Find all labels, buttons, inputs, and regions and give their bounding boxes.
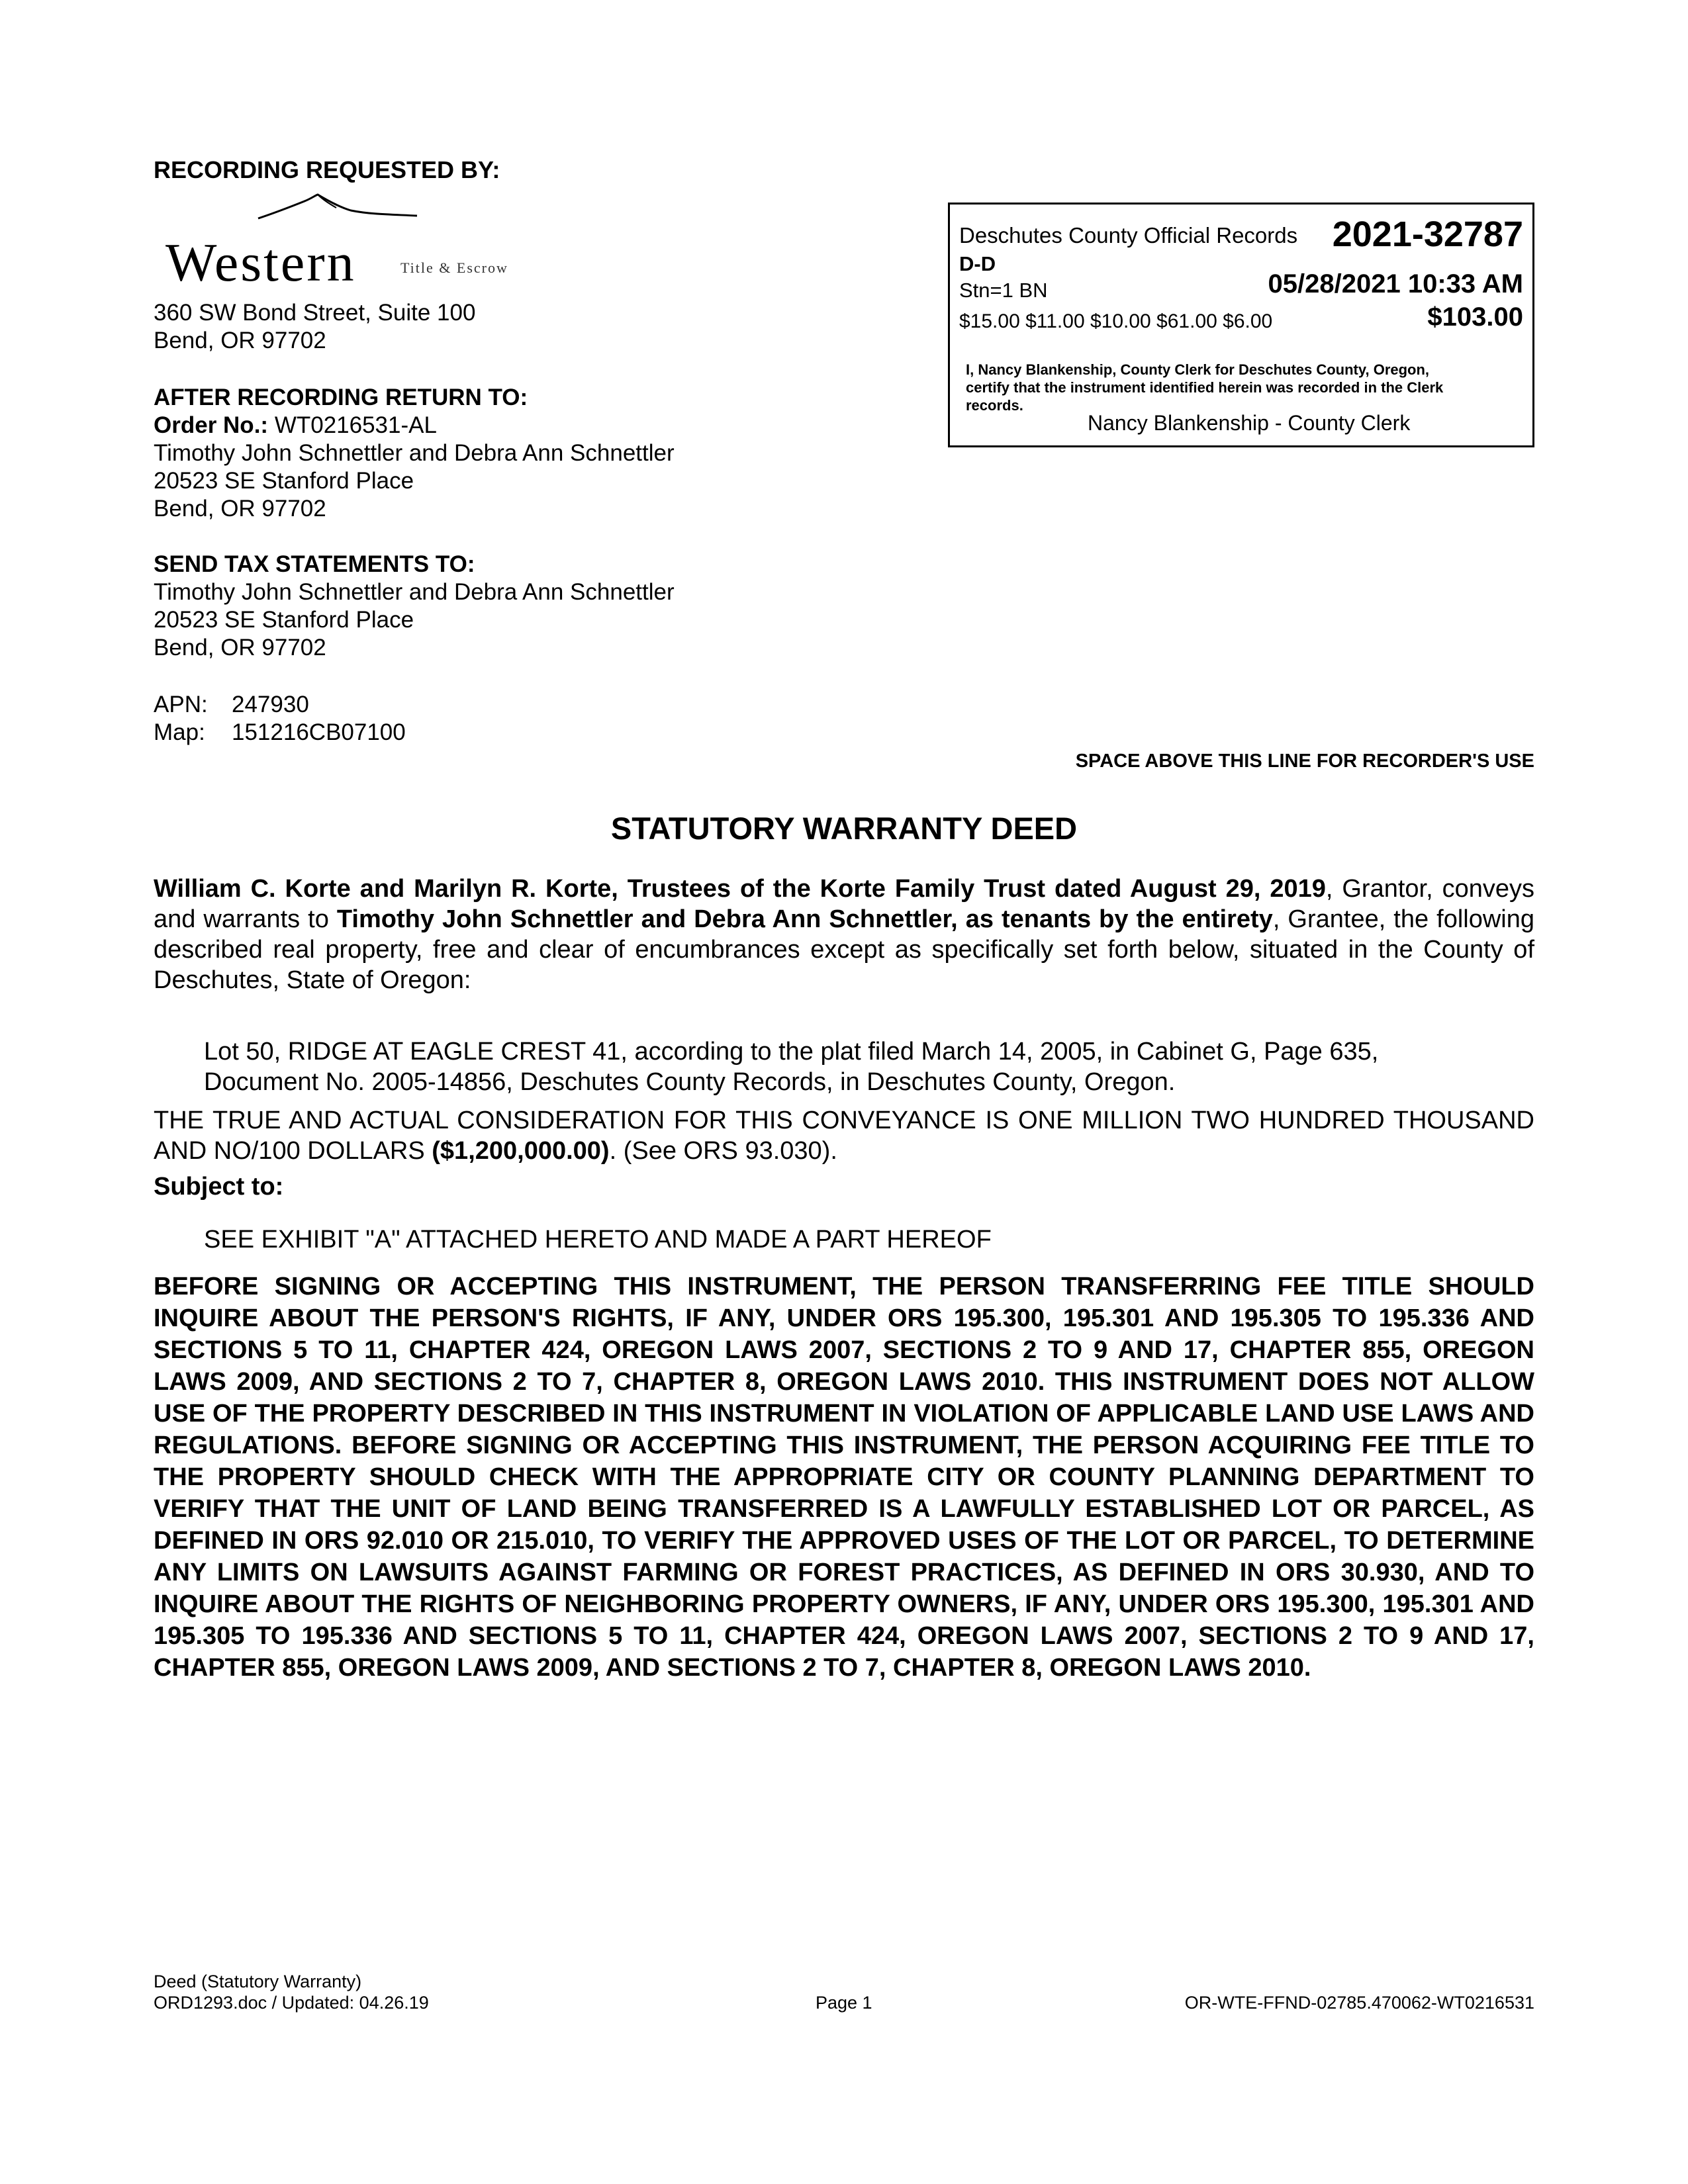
grantor-name: William C. Korte and Marilyn R. Korte, Trustees of the Korte Family Trust dated August 29, 2019 xyxy=(154,875,1326,903)
consideration-reference: . (See ORS 93.030). xyxy=(609,1137,837,1165)
recorder-total: $103.00 xyxy=(1427,302,1523,332)
apn-value: 247930 xyxy=(232,692,309,717)
map-number xyxy=(154,719,406,747)
apn-label: APN: xyxy=(154,692,208,717)
order-number-value: WT0216531-AL xyxy=(274,412,437,438)
company-address-line-2: Bend, OR 97702 xyxy=(154,328,326,353)
return-to-line-1: Timothy John Schnettler and Debra Ann Schnettler xyxy=(154,440,675,466)
footer-form-reference: ORD1293.doc / Updated: 04.26.19 xyxy=(154,1993,429,2013)
tax-statements-line-2: 20523 SE Stanford Place xyxy=(154,607,414,633)
order-number xyxy=(154,412,437,439)
recorder-stamp-box xyxy=(948,203,1534,447)
exhibit-reference: SEE EXHIBIT "A" ATTACHED HERETO AND MADE A PART HEREOF xyxy=(204,1226,992,1253)
consideration-paragraph xyxy=(154,1105,1534,1166)
recorder-clerk-name: Nancy Blankenship - County Clerk xyxy=(1088,411,1411,435)
tax-statements-line-3: Bend, OR 97702 xyxy=(154,635,326,660)
company-logo xyxy=(165,192,549,291)
footer-form-name: Deed (Statutory Warranty) xyxy=(154,1972,362,1991)
legal-description-line-2: Document No. 2005-14856, Deschutes County Records, in Deschutes County, Oregon. xyxy=(204,1068,1176,1096)
recorder-certification-line-3: records. xyxy=(966,397,1023,414)
footer-page-number: Page 1 xyxy=(816,1993,872,2013)
return-to-line-3: Bend, OR 97702 xyxy=(154,496,326,522)
statutory-notice: BEFORE SIGNING OR ACCEPTING THIS INSTRUMENT, THE PERSON TRANSFERRING FEE TITLE SHOULD INQUIRE ABOUT THE PERSON'S RIGHTS, IF ANY, UNDER ORS 195.300, 195.301 AND 195.305 TO 195.336 AND SECTIONS 5 TO 11, CHAPTER 424, OREGON LAWS 2007, SECTIONS 2 TO 9 AND 17, CHAPTER 855, OREGON LAWS 2009, AND SECTIONS 2 TO 7, CHAPTER 8, OREGON LAWS 2010. THIS INSTRUMENT DOES NOT ALLOW USE OF THE PROPERTY DESCRIBED IN THIS INSTRUMENT IN VIOLATION OF APPLICABLE LAND USE LAWS AND REGULATIONS. BEFORE SIGNING OR ACCEPTING THIS INSTRUMENT, THE PERSON ACQUIRING FEE TITLE TO THE PROPERTY SHOULD CHECK WITH THE APPROPRIATE CITY OR COUNTY PLANNING DEPARTMENT TO VERIFY THAT THE UNIT OF LAND BEING TRANSFERRED IS A LAWFULLY ESTABLISHED LOT OR PARCEL, AS DEFINED IN ORS 92.010 OR 215.010, TO VERIFY THE APPROVED USES OF THE LOT OR PARCEL, TO DETERMINE ANY LIMITS ON LAWSUITS AGAINST FARMING OR FOREST PRACTICES, AS DEFINED IN ORS 30.930, AND TO INQUIRE ABOUT THE RIGHTS OF NEIGHBORING PROPERTY OWNERS, IF ANY, UNDER ORS 195.300, 195.301 AND 195.305 TO 195.336 AND SECTIONS 5 TO 11, CHAPTER 424, OREGON LAWS 2007, SECTIONS 2 TO 9 AND 17, CHAPTER 855, OREGON LAWS 2009, AND SECTIONS 2 TO 7, CHAPTER 8, OREGON LAWS 2010. xyxy=(154,1273,1534,1682)
map-value: 151216CB07100 xyxy=(232,719,406,745)
mountain-logo-icon xyxy=(252,192,490,232)
grantor-role: , Grantor, conveys and warrants to xyxy=(154,875,1534,933)
page-title: STATUTORY WARRANTY DEED xyxy=(610,811,1078,846)
recorder-office: Deschutes County Official Records xyxy=(959,223,1298,248)
order-number-label: Order No.: xyxy=(154,412,269,438)
tax-statements-line-1: Timothy John Schnettler and Debra Ann Schnettler xyxy=(154,579,675,605)
return-to-line-2: 20523 SE Stanford Place xyxy=(154,468,414,494)
grant-rest: , Grantee, the following described real property, free and clear of encumbrances except as specifically set forth below, situated in the County of Deschutes, State of Oregon: xyxy=(154,905,1535,994)
recorder-station: Stn=1 BN xyxy=(959,279,1048,302)
recorder-fees: $15.00 $11.00 $10.00 $61.00 $6.00 xyxy=(959,310,1273,332)
recorder-doc-type: D-D xyxy=(959,252,996,275)
recording-requested-label: RECORDING REQUESTED BY: xyxy=(154,156,500,183)
company-address-line-1: 360 SW Bond Street, Suite 100 xyxy=(154,300,476,326)
recorder-doc-number: 2021-32787 xyxy=(1332,214,1523,254)
logo-wordmark: Western xyxy=(165,232,356,293)
tax-statements-heading: SEND TAX STATEMENTS TO: xyxy=(154,551,475,577)
consideration-amount: ($1,200,000.00) xyxy=(432,1137,610,1165)
recorder-space-notice: SPACE ABOVE THIS LINE FOR RECORDER'S USE xyxy=(1075,751,1534,772)
consideration-text: THE TRUE AND ACTUAL CONSIDERATION FOR THIS CONVEYANCE IS ONE MILLION TWO HUNDRED THOUSAND AND NO/100 DOLLARS xyxy=(154,1107,1534,1165)
recorder-certification-line-1: I, Nancy Blankenship, County Clerk for Deschutes County, Oregon, xyxy=(966,361,1430,378)
footer-file-reference: OR-WTE-FFND-02785.470062-WT0216531 xyxy=(1184,1993,1534,2013)
recorder-datetime: 05/28/2021 10:33 AM xyxy=(1268,269,1523,298)
after-recording-heading: AFTER RECORDING RETURN TO: xyxy=(154,385,528,410)
apn xyxy=(154,691,309,719)
grantee-name: Timothy John Schnettler and Debra Ann Schnettler, as tenants by the entirety xyxy=(336,905,1273,933)
grant-paragraph xyxy=(154,874,1534,995)
legal-description-line-1: Lot 50, RIDGE AT EAGLE CREST 41, according to the plat filed March 14, 2005, in Cabinet G, Page 635, xyxy=(204,1038,1379,1066)
map-label: Map: xyxy=(154,719,205,745)
subject-to-heading: Subject to: xyxy=(154,1173,284,1201)
logo-subtitle: Title & Escrow xyxy=(400,259,508,276)
recorder-certification-line-2: certify that the instrument identified herein was recorded in the Clerk xyxy=(966,379,1444,396)
